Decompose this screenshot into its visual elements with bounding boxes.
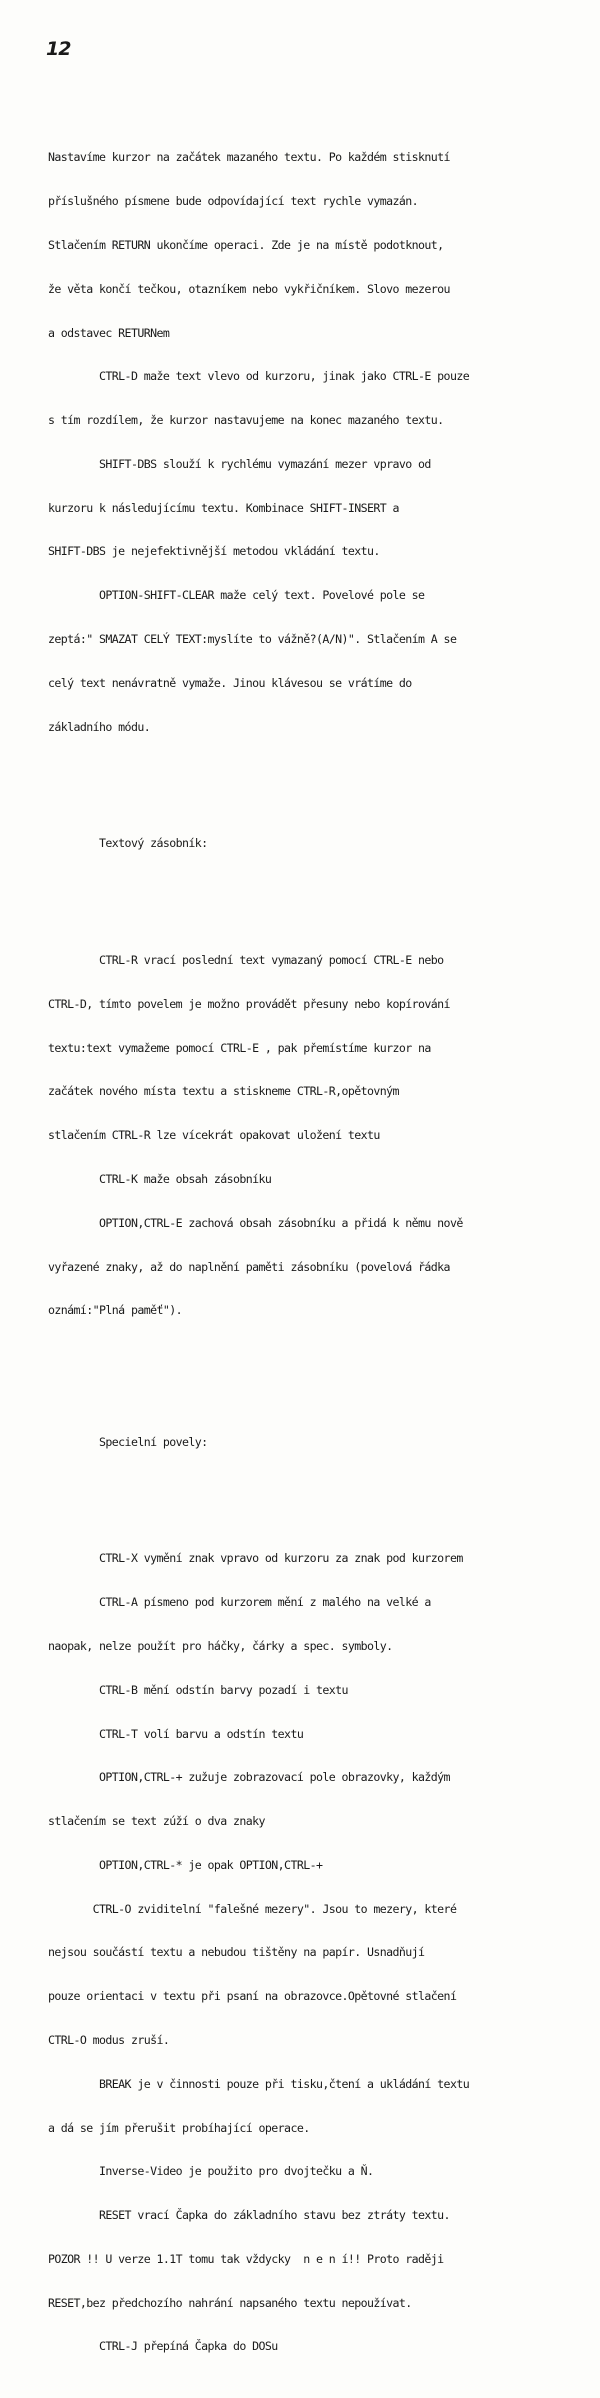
text-line: a odstavec RETURNem — [48, 325, 170, 340]
text-line: oznámí:"Plná paměť"). — [48, 1303, 182, 1318]
text-line: Nastavíme kurzor na začátek mazaného textu. Po každém stisknutí — [48, 150, 450, 165]
text-line: RESET,bez předchozího nahrání napsaného textu nepoužívat. — [48, 2295, 412, 2310]
spacer — [48, 1478, 588, 1493]
text-line: CTRL-O modus zruší. — [48, 2032, 170, 2047]
text-line: OPTION,CTRL-* je opak OPTION,CTRL-+ — [48, 1857, 323, 1872]
text-line: CTRL-T volí barvu a odstín textu — [48, 1726, 304, 1741]
page-number: 12 — [46, 38, 71, 60]
spacer — [48, 880, 588, 895]
text-line: naopak, nelze použít pro háčky, čárky a spec. symboly. — [48, 1638, 393, 1653]
text-line: kurzoru k následujícímu textu. Kombinace SHIFT-INSERT a — [48, 500, 399, 515]
text-line: OPTION,CTRL-E zachová obsah zásobníku a přidá k němu nově — [48, 1215, 463, 1230]
text-line: SHIFT-DBS slouží k rychlému vymazání mezer vpravo od — [48, 456, 431, 471]
text-line: a dá se jím přerušit probíhající operace. — [48, 2120, 310, 2135]
intro-section — [48, 121, 588, 763]
spacer — [48, 793, 588, 808]
text-line: stlačením CTRL-R lze vícekrát opakovat uložení textu — [48, 1128, 380, 1143]
text-line: nejsou součástí textu a nebudou tištěny na papír. Usnadňují — [48, 1945, 425, 1960]
section-heading-special: Specielní povely: — [48, 1434, 208, 1449]
text-line: vyřazené znaky, až do naplnění paměti zásobníku (povelová řádka — [48, 1259, 450, 1274]
text-line: Inverse-Video je použito pro dvojtečku a Ň. — [48, 2164, 374, 2179]
buffer-section — [48, 924, 588, 1347]
text-line: CTRL-A písmeno pod kurzorem mění z malého na velké a — [48, 1595, 431, 1610]
text-line: CTRL-D, tímto povelem je možno provádět přesuny nebo kopírování — [48, 996, 450, 1011]
text-line: RESET vrací Čapka do základního stavu bez ztráty textu. — [48, 2208, 450, 2223]
text-line: CTRL-X vymění znak vpravo od kurzoru za znak pod kurzorem — [48, 1551, 463, 1566]
text-line: stlačením se text zúží o dva znaky — [48, 1814, 265, 1829]
special-section — [48, 1522, 588, 2383]
text-line: OPTION-SHIFT-CLEAR maže celý text. Povelové pole se — [48, 588, 425, 603]
text-line: pouze orientaci v textu při psaní na obrazovce.Opětovné stlačení — [48, 1989, 457, 2004]
text-line: POZOR !! U verze 1.1T tomu tak vždycky n e n í!! Proto raději — [48, 2251, 444, 2266]
text-line: celý text nenávratně vymaže. Jinou klávesou se vrátíme do — [48, 675, 412, 690]
spacer — [48, 1376, 588, 1405]
document-body — [48, 92, 588, 2398]
text-line: že věta končí tečkou, otazníkem nebo vykřičníkem. Slovo mezerou — [48, 281, 450, 296]
text-line: SHIFT-DBS je nejefektivnější metodou vkládání textu. — [48, 544, 380, 559]
section-heading-buffer: Textový zásobník: — [48, 836, 208, 851]
text-line: CTRL-K maže obsah zásobníku — [48, 1171, 272, 1186]
text-line: BREAK je v činnosti pouze při tisku,čtení a ukládání textu — [48, 2076, 470, 2091]
text-line: začátek nového místa textu a stiskneme CTRL-R,opětovným — [48, 1084, 399, 1099]
text-line: CTRL-D maže text vlevo od kurzoru, jinak jako CTRL-E pouze — [48, 369, 470, 384]
text-line: s tím rozdílem, že kurzor nastavujeme na konec mazaného textu. — [48, 413, 444, 428]
text-line: Stlačením RETURN ukončíme operaci. Zde je na místě podotknout, — [48, 237, 444, 252]
text-line: CTRL-R vrací poslední text vymazaný pomocí CTRL-E nebo — [48, 953, 444, 968]
text-line: textu:text vymažeme pomocí CTRL-E , pak přemístíme kurzor na — [48, 1040, 431, 1055]
text-line: příslušného písmene bude odpovídající text rychle vymazán. — [48, 194, 419, 209]
text-line: zeptá:" SMAZAT CELÝ TEXT:myslíte to vážně?(A/N)". Stlačením A se — [48, 631, 457, 646]
text-line: CTRL-B mění odstín barvy pozadí i textu — [48, 1682, 348, 1697]
text-line: CTRL-J přepíná Čapka do DOSu — [48, 2339, 278, 2354]
text-line: základního módu. — [48, 719, 151, 734]
text-line: CTRL-O zviditelní "falešné mezery". Jsou to mezery, které — [48, 1901, 457, 1916]
text-line: OPTION,CTRL-+ zužuje zobrazovací pole obrazovky, každým — [48, 1770, 450, 1785]
